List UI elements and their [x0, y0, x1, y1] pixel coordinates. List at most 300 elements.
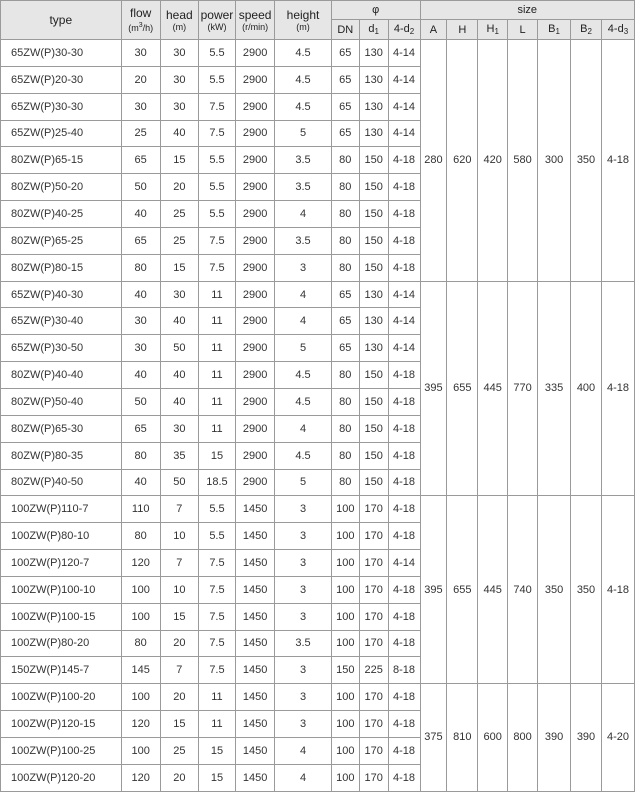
col-header-power: power (kW) [198, 1, 235, 40]
cell-power: 11 [198, 281, 235, 308]
cell-flow: 145 [121, 657, 160, 684]
cell-d2: 4-18 [388, 254, 420, 281]
cell-flow: 25 [121, 120, 160, 147]
cell-d2: 4-18 [388, 227, 420, 254]
cell-d2: 4-14 [388, 66, 420, 93]
col-header-a: A [420, 20, 447, 40]
cell-height: 3 [275, 523, 332, 550]
cell-d1: 170 [359, 711, 388, 738]
col-group-size: size [420, 1, 634, 20]
cell-power: 5.5 [198, 523, 235, 550]
cell-power: 5.5 [198, 66, 235, 93]
cell-speed: 1450 [236, 711, 275, 738]
cell-power: 7.5 [198, 93, 235, 120]
cell-dn: 150 [331, 657, 359, 684]
cell-power: 5.5 [198, 147, 235, 174]
cell-speed: 1450 [236, 603, 275, 630]
cell-power: 7.5 [198, 657, 235, 684]
cell-power: 15 [198, 764, 235, 791]
cell-speed: 1450 [236, 737, 275, 764]
cell-power: 7.5 [198, 630, 235, 657]
cell-dn: 80 [331, 201, 359, 228]
cell-power: 7.5 [198, 550, 235, 577]
cell-power: 11 [198, 415, 235, 442]
cell-type: 65ZW(P)30-30 [1, 40, 122, 67]
cell-flow: 20 [121, 66, 160, 93]
cell-speed: 2900 [236, 388, 275, 415]
size-cell-a: 375 [420, 684, 447, 791]
size-cell-h: 620 [447, 40, 478, 282]
cell-flow: 65 [121, 227, 160, 254]
cell-speed: 2900 [236, 147, 275, 174]
cell-head: 40 [160, 308, 198, 335]
cell-flow: 40 [121, 201, 160, 228]
col-header-head: head (m) [160, 1, 198, 40]
size-cell-b1: 300 [538, 40, 571, 282]
size-cell-d3: 4-18 [601, 496, 634, 684]
cell-flow: 100 [121, 684, 160, 711]
cell-speed: 1450 [236, 764, 275, 791]
cell-type: 80ZW(P)40-50 [1, 469, 122, 496]
cell-head: 50 [160, 335, 198, 362]
cell-dn: 100 [331, 737, 359, 764]
cell-height: 3 [275, 684, 332, 711]
cell-dn: 65 [331, 66, 359, 93]
cell-type: 80ZW(P)65-25 [1, 227, 122, 254]
cell-head: 15 [160, 254, 198, 281]
col-group-phi: φ [331, 1, 420, 20]
cell-speed: 2900 [236, 362, 275, 389]
cell-height: 3 [275, 657, 332, 684]
cell-dn: 100 [331, 684, 359, 711]
size-cell-l: 740 [508, 496, 538, 684]
cell-head: 20 [160, 684, 198, 711]
cell-d1: 170 [359, 576, 388, 603]
cell-type: 65ZW(P)25-40 [1, 120, 122, 147]
cell-d1: 225 [359, 657, 388, 684]
cell-flow: 50 [121, 174, 160, 201]
cell-flow: 30 [121, 93, 160, 120]
size-cell-d3: 4-20 [601, 684, 634, 791]
cell-type: 80ZW(P)80-35 [1, 442, 122, 469]
cell-d2: 4-18 [388, 201, 420, 228]
cell-dn: 80 [331, 174, 359, 201]
col-header-height: height (m) [275, 1, 332, 40]
cell-head: 40 [160, 362, 198, 389]
cell-type: 150ZW(P)145-7 [1, 657, 122, 684]
cell-height: 4.5 [275, 93, 332, 120]
col-header-4-d2: $4-d_2$ [388, 20, 420, 40]
cell-d2: 4-14 [388, 120, 420, 147]
cell-flow: 80 [121, 523, 160, 550]
cell-dn: 80 [331, 254, 359, 281]
cell-height: 3 [275, 550, 332, 577]
size-cell-a: 280 [420, 40, 447, 282]
cell-d2: 4-18 [388, 469, 420, 496]
cell-d1: 130 [359, 308, 388, 335]
cell-d2: 4-18 [388, 523, 420, 550]
cell-d2: 4-18 [388, 388, 420, 415]
cell-head: 7 [160, 550, 198, 577]
cell-type: 100ZW(P)100-15 [1, 603, 122, 630]
cell-speed: 2900 [236, 174, 275, 201]
cell-power: 5.5 [198, 40, 235, 67]
cell-head: 35 [160, 442, 198, 469]
cell-flow: 40 [121, 469, 160, 496]
cell-head: 30 [160, 415, 198, 442]
cell-type: 80ZW(P)50-40 [1, 388, 122, 415]
size-cell-b2: 350 [571, 40, 602, 282]
size-cell-h1: 420 [478, 40, 508, 282]
cell-d1: 130 [359, 93, 388, 120]
cell-type: 80ZW(P)80-15 [1, 254, 122, 281]
cell-d1: 150 [359, 415, 388, 442]
col-header-flow: flow $(m^3/h)$ [121, 1, 160, 40]
size-cell-b1: 390 [538, 684, 571, 791]
cell-d2: 4-14 [388, 550, 420, 577]
cell-speed: 1450 [236, 496, 275, 523]
col-header-h1: $H_1$ [478, 20, 508, 40]
cell-height: 3 [275, 254, 332, 281]
col-header-dn: DN [331, 20, 359, 40]
cell-d1: 150 [359, 388, 388, 415]
cell-power: 11 [198, 711, 235, 738]
cell-type: 100ZW(P)100-10 [1, 576, 122, 603]
size-cell-h: 655 [447, 281, 478, 496]
cell-d2: 4-18 [388, 415, 420, 442]
cell-height: 3.5 [275, 227, 332, 254]
cell-height: 3 [275, 496, 332, 523]
cell-flow: 120 [121, 550, 160, 577]
cell-speed: 1450 [236, 576, 275, 603]
cell-flow: 30 [121, 40, 160, 67]
cell-d2: 4-18 [388, 442, 420, 469]
cell-height: 3.5 [275, 174, 332, 201]
cell-head: 15 [160, 147, 198, 174]
cell-d2: 4-18 [388, 147, 420, 174]
cell-dn: 65 [331, 93, 359, 120]
cell-d2: 4-18 [388, 576, 420, 603]
cell-d1: 150 [359, 254, 388, 281]
cell-d2: 4-14 [388, 308, 420, 335]
cell-d1: 150 [359, 227, 388, 254]
cell-speed: 2900 [236, 415, 275, 442]
cell-height: 4 [275, 308, 332, 335]
cell-speed: 2900 [236, 201, 275, 228]
cell-head: 10 [160, 576, 198, 603]
cell-type: 65ZW(P)30-40 [1, 308, 122, 335]
cell-d2: 4-18 [388, 764, 420, 791]
cell-d1: 150 [359, 442, 388, 469]
cell-power: 11 [198, 362, 235, 389]
cell-dn: 100 [331, 576, 359, 603]
cell-type: 100ZW(P)120-7 [1, 550, 122, 577]
cell-dn: 65 [331, 335, 359, 362]
cell-flow: 120 [121, 711, 160, 738]
cell-dn: 80 [331, 469, 359, 496]
cell-d2: 4-18 [388, 737, 420, 764]
cell-type: 100ZW(P)120-15 [1, 711, 122, 738]
cell-dn: 100 [331, 496, 359, 523]
cell-speed: 2900 [236, 40, 275, 67]
cell-height: 4 [275, 764, 332, 791]
cell-height: 4.5 [275, 40, 332, 67]
cell-type: 100ZW(P)80-20 [1, 630, 122, 657]
cell-d1: 130 [359, 40, 388, 67]
size-cell-b1: 335 [538, 281, 571, 496]
cell-dn: 80 [331, 227, 359, 254]
cell-dn: 65 [331, 308, 359, 335]
cell-d2: 4-14 [388, 335, 420, 362]
cell-d2: 4-18 [388, 362, 420, 389]
cell-height: 4.5 [275, 362, 332, 389]
cell-speed: 1450 [236, 523, 275, 550]
cell-head: 30 [160, 281, 198, 308]
cell-head: 40 [160, 120, 198, 147]
cell-d1: 150 [359, 362, 388, 389]
cell-type: 65ZW(P)40-30 [1, 281, 122, 308]
cell-speed: 2900 [236, 66, 275, 93]
cell-dn: 100 [331, 550, 359, 577]
cell-speed: 2900 [236, 308, 275, 335]
cell-speed: 1450 [236, 684, 275, 711]
cell-type: 100ZW(P)80-10 [1, 523, 122, 550]
cell-d2: 4-14 [388, 40, 420, 67]
cell-dn: 65 [331, 281, 359, 308]
cell-speed: 2900 [236, 335, 275, 362]
cell-power: 11 [198, 388, 235, 415]
cell-flow: 100 [121, 576, 160, 603]
cell-type: 80ZW(P)65-15 [1, 147, 122, 174]
cell-dn: 100 [331, 711, 359, 738]
cell-power: 11 [198, 308, 235, 335]
cell-height: 3 [275, 711, 332, 738]
cell-head: 10 [160, 523, 198, 550]
cell-power: 7.5 [198, 227, 235, 254]
cell-height: 5 [275, 120, 332, 147]
cell-head: 25 [160, 201, 198, 228]
col-header-type: type [1, 1, 122, 40]
cell-flow: 80 [121, 442, 160, 469]
size-cell-h1: 445 [478, 281, 508, 496]
cell-d1: 150 [359, 201, 388, 228]
cell-flow: 40 [121, 281, 160, 308]
cell-d1: 130 [359, 335, 388, 362]
cell-flow: 80 [121, 254, 160, 281]
cell-speed: 2900 [236, 254, 275, 281]
cell-flow: 65 [121, 415, 160, 442]
cell-power: 15 [198, 737, 235, 764]
cell-d2: 8-18 [388, 657, 420, 684]
size-cell-b2: 350 [571, 496, 602, 684]
cell-dn: 80 [331, 415, 359, 442]
cell-speed: 2900 [236, 120, 275, 147]
cell-head: 40 [160, 388, 198, 415]
cell-speed: 1450 [236, 550, 275, 577]
col-header-speed: speed (r/min) [236, 1, 275, 40]
cell-head: 7 [160, 657, 198, 684]
cell-speed: 1450 [236, 657, 275, 684]
size-cell-d3: 4-18 [601, 40, 634, 282]
cell-d1: 170 [359, 523, 388, 550]
cell-type: 80ZW(P)65-30 [1, 415, 122, 442]
cell-flow: 30 [121, 335, 160, 362]
cell-d1: 130 [359, 120, 388, 147]
cell-speed: 2900 [236, 93, 275, 120]
cell-height: 4 [275, 201, 332, 228]
cell-power: 7.5 [198, 603, 235, 630]
cell-head: 15 [160, 603, 198, 630]
cell-height: 3.5 [275, 147, 332, 174]
size-cell-l: 770 [508, 281, 538, 496]
cell-type: 100ZW(P)110-7 [1, 496, 122, 523]
cell-dn: 100 [331, 764, 359, 791]
cell-d1: 170 [359, 496, 388, 523]
size-cell-b2: 390 [571, 684, 602, 791]
cell-height: 3 [275, 603, 332, 630]
cell-d1: 170 [359, 603, 388, 630]
table-row [1, 40, 635, 67]
col-header-b2: $B_2$ [571, 20, 602, 40]
cell-d1: 170 [359, 764, 388, 791]
cell-dn: 80 [331, 388, 359, 415]
cell-height: 4 [275, 281, 332, 308]
table-row [1, 684, 635, 711]
cell-type: 100ZW(P)100-20 [1, 684, 122, 711]
cell-d2: 4-18 [388, 630, 420, 657]
cell-type: 80ZW(P)40-25 [1, 201, 122, 228]
size-cell-l: 800 [508, 684, 538, 791]
cell-height: 4 [275, 415, 332, 442]
cell-power: 11 [198, 684, 235, 711]
size-cell-d3: 4-18 [601, 281, 634, 496]
size-cell-b1: 350 [538, 496, 571, 684]
cell-flow: 40 [121, 362, 160, 389]
cell-head: 30 [160, 40, 198, 67]
cell-head: 20 [160, 174, 198, 201]
cell-flow: 30 [121, 308, 160, 335]
cell-dn: 100 [331, 630, 359, 657]
cell-speed: 2900 [236, 281, 275, 308]
cell-power: 18.5 [198, 469, 235, 496]
cell-d2: 4-18 [388, 174, 420, 201]
cell-d2: 4-18 [388, 711, 420, 738]
cell-type: 80ZW(P)50-20 [1, 174, 122, 201]
col-header-l: L [508, 20, 538, 40]
cell-power: 11 [198, 335, 235, 362]
cell-type: 100ZW(P)120-20 [1, 764, 122, 791]
cell-d2: 4-18 [388, 603, 420, 630]
cell-d1: 150 [359, 147, 388, 174]
cell-power: 7.5 [198, 120, 235, 147]
cell-flow: 80 [121, 630, 160, 657]
cell-power: 7.5 [198, 254, 235, 281]
size-cell-a: 395 [420, 281, 447, 496]
cell-height: 5 [275, 469, 332, 496]
cell-dn: 65 [331, 120, 359, 147]
cell-speed: 1450 [236, 630, 275, 657]
cell-speed: 2900 [236, 469, 275, 496]
cell-power: 5.5 [198, 201, 235, 228]
cell-power: 7.5 [198, 576, 235, 603]
table-row [1, 496, 635, 523]
cell-height: 4.5 [275, 388, 332, 415]
cell-height: 4.5 [275, 442, 332, 469]
table-body [1, 40, 635, 792]
cell-power: 5.5 [198, 496, 235, 523]
cell-height: 4 [275, 737, 332, 764]
cell-height: 4.5 [275, 66, 332, 93]
cell-head: 15 [160, 711, 198, 738]
col-header-h: H [447, 20, 478, 40]
cell-d2: 4-18 [388, 496, 420, 523]
cell-dn: 80 [331, 442, 359, 469]
cell-flow: 65 [121, 147, 160, 174]
cell-speed: 2900 [236, 227, 275, 254]
cell-flow: 120 [121, 764, 160, 791]
cell-power: 5.5 [198, 174, 235, 201]
cell-d1: 170 [359, 684, 388, 711]
cell-speed: 2900 [236, 442, 275, 469]
size-cell-h1: 600 [478, 684, 508, 791]
cell-type: 65ZW(P)30-50 [1, 335, 122, 362]
col-header-b1: $B_1$ [538, 20, 571, 40]
cell-type: 65ZW(P)30-30 [1, 93, 122, 120]
cell-type: 80ZW(P)40-40 [1, 362, 122, 389]
cell-head: 50 [160, 469, 198, 496]
cell-head: 25 [160, 737, 198, 764]
cell-height: 5 [275, 335, 332, 362]
size-cell-h1: 445 [478, 496, 508, 684]
cell-d1: 130 [359, 66, 388, 93]
cell-d1: 150 [359, 469, 388, 496]
size-cell-h: 810 [447, 684, 478, 791]
cell-head: 20 [160, 764, 198, 791]
cell-flow: 50 [121, 388, 160, 415]
cell-d2: 4-14 [388, 281, 420, 308]
cell-power: 15 [198, 442, 235, 469]
cell-flow: 100 [121, 737, 160, 764]
cell-head: 7 [160, 496, 198, 523]
cell-height: 3.5 [275, 630, 332, 657]
col-header-4-d3: $4-d_3$ [601, 20, 634, 40]
col-header-d1: $d_1$ [359, 20, 388, 40]
cell-d1: 130 [359, 281, 388, 308]
cell-head: 30 [160, 66, 198, 93]
cell-head: 20 [160, 630, 198, 657]
table-row [1, 281, 635, 308]
cell-flow: 110 [121, 496, 160, 523]
cell-d2: 4-18 [388, 684, 420, 711]
size-cell-l: 580 [508, 40, 538, 282]
cell-dn: 80 [331, 362, 359, 389]
cell-dn: 100 [331, 603, 359, 630]
size-cell-b2: 400 [571, 281, 602, 496]
cell-type: 100ZW(P)100-25 [1, 737, 122, 764]
size-cell-a: 395 [420, 496, 447, 684]
cell-head: 25 [160, 227, 198, 254]
size-cell-h: 655 [447, 496, 478, 684]
cell-head: 30 [160, 93, 198, 120]
cell-dn: 80 [331, 147, 359, 174]
cell-d1: 170 [359, 550, 388, 577]
cell-dn: 65 [331, 40, 359, 67]
cell-d1: 170 [359, 630, 388, 657]
cell-height: 3 [275, 576, 332, 603]
cell-d2: 4-14 [388, 93, 420, 120]
cell-flow: 100 [121, 603, 160, 630]
cell-d1: 150 [359, 174, 388, 201]
